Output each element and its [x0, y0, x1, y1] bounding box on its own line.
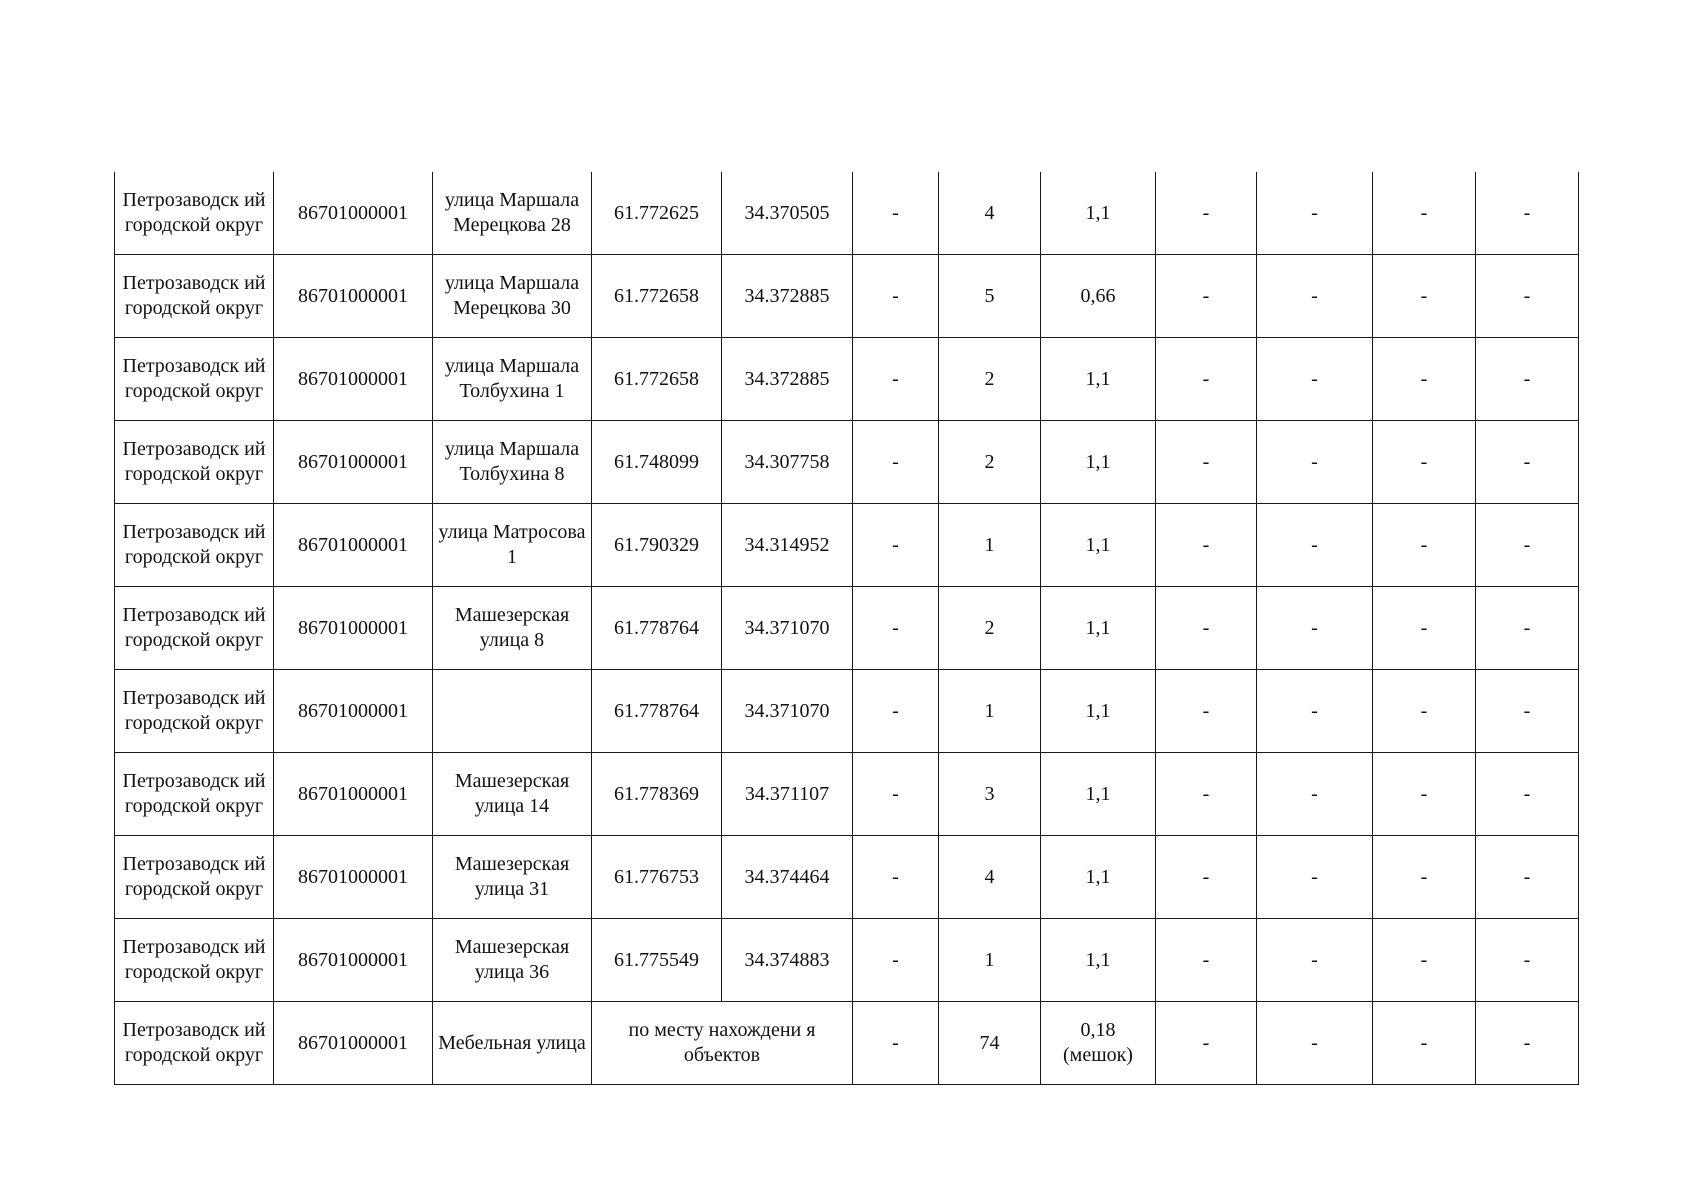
- address-cell: Машезерская улица 14: [433, 753, 592, 836]
- container-count-cell: 4: [939, 836, 1041, 919]
- table-row: [115, 670, 1579, 753]
- column-9-cell: -: [1156, 836, 1257, 919]
- longitude-cell: 34.374464: [722, 836, 853, 919]
- location-cell: по месту нахождени я объектов: [592, 1002, 853, 1085]
- container-volume-cell: 1,1: [1041, 172, 1156, 255]
- district-cell: Петрозаводск ий городской округ: [115, 670, 274, 753]
- column-11-cell: -: [1373, 338, 1476, 421]
- district-cell: Петрозаводск ий городской округ: [115, 587, 274, 670]
- district-cell: Петрозаводск ий городской округ: [115, 504, 274, 587]
- address-cell: [433, 670, 592, 753]
- latitude-cell: 61.778764: [592, 670, 722, 753]
- column-11-cell: -: [1373, 172, 1476, 255]
- longitude-cell: 34.371070: [722, 587, 853, 670]
- oktmo-cell: 86701000001: [274, 421, 433, 504]
- column-10-cell: -: [1257, 753, 1373, 836]
- column-9-cell: -: [1156, 338, 1257, 421]
- table-row: [115, 836, 1579, 919]
- latitude-cell: 61.776753: [592, 836, 722, 919]
- column-6-cell: -: [853, 172, 939, 255]
- container-volume-cell: 1,1: [1041, 753, 1156, 836]
- column-6-cell: -: [853, 255, 939, 338]
- column-6-cell: -: [853, 1002, 939, 1085]
- column-11-cell: -: [1373, 753, 1476, 836]
- column-10-cell: -: [1257, 670, 1373, 753]
- oktmo-cell: 86701000001: [274, 1002, 433, 1085]
- longitude-cell: 34.374883: [722, 919, 853, 1002]
- table-row: [115, 255, 1579, 338]
- column-6-cell: -: [853, 587, 939, 670]
- column-10-cell: -: [1257, 1002, 1373, 1085]
- column-9-cell: -: [1156, 670, 1257, 753]
- address-cell: улица Маршала Мерецкова 30: [433, 255, 592, 338]
- longitude-cell: 34.307758: [722, 421, 853, 504]
- column-11-cell: -: [1373, 504, 1476, 587]
- column-10-cell: -: [1257, 421, 1373, 504]
- column-12-cell: -: [1476, 919, 1579, 1002]
- column-6-cell: -: [853, 753, 939, 836]
- container-volume-cell: 1,1: [1041, 919, 1156, 1002]
- column-9-cell: -: [1156, 587, 1257, 670]
- column-9-cell: -: [1156, 504, 1257, 587]
- container-volume-cell: 0,66: [1041, 255, 1156, 338]
- latitude-cell: 61.748099: [592, 421, 722, 504]
- oktmo-cell: 86701000001: [274, 172, 433, 255]
- table-row: [115, 919, 1579, 1002]
- district-cell: Петрозаводск ий городской округ: [115, 255, 274, 338]
- container-count-cell: 5: [939, 255, 1041, 338]
- district-cell: Петрозаводск ий городской округ: [115, 421, 274, 504]
- column-12-cell: -: [1476, 338, 1579, 421]
- container-volume-cell: 1,1: [1041, 421, 1156, 504]
- column-6-cell: -: [853, 919, 939, 1002]
- column-9-cell: -: [1156, 753, 1257, 836]
- container-count-cell: 2: [939, 338, 1041, 421]
- latitude-cell: 61.778369: [592, 753, 722, 836]
- column-11-cell: -: [1373, 836, 1476, 919]
- column-9-cell: -: [1156, 919, 1257, 1002]
- column-11-cell: -: [1373, 1002, 1476, 1085]
- column-11-cell: -: [1373, 255, 1476, 338]
- container-count-cell: 1: [939, 670, 1041, 753]
- column-6-cell: -: [853, 338, 939, 421]
- table-row: [115, 1002, 1579, 1085]
- district-cell: Петрозаводск ий городской округ: [115, 172, 274, 255]
- address-cell: Машезерская улица 8: [433, 587, 592, 670]
- column-12-cell: -: [1476, 1002, 1579, 1085]
- address-cell: Машезерская улица 36: [433, 919, 592, 1002]
- oktmo-cell: 86701000001: [274, 753, 433, 836]
- address-cell: улица Маршала Толбухина 1: [433, 338, 592, 421]
- district-cell: Петрозаводск ий городской округ: [115, 338, 274, 421]
- container-volume-cell: 0,18 (мешок): [1041, 1002, 1156, 1085]
- column-12-cell: -: [1476, 670, 1579, 753]
- latitude-cell: 61.778764: [592, 587, 722, 670]
- oktmo-cell: 86701000001: [274, 255, 433, 338]
- container-volume-cell: 1,1: [1041, 504, 1156, 587]
- latitude-cell: 61.772658: [592, 338, 722, 421]
- container-count-cell: 1: [939, 919, 1041, 1002]
- oktmo-cell: 86701000001: [274, 670, 433, 753]
- oktmo-cell: 86701000001: [274, 504, 433, 587]
- address-cell: Мебельная улица: [433, 1002, 592, 1085]
- latitude-cell: 61.775549: [592, 919, 722, 1002]
- column-12-cell: -: [1476, 421, 1579, 504]
- container-count-cell: 74: [939, 1002, 1041, 1085]
- table-row: [115, 753, 1579, 836]
- column-6-cell: -: [853, 504, 939, 587]
- container-volume-cell: 1,1: [1041, 670, 1156, 753]
- container-count-cell: 4: [939, 172, 1041, 255]
- longitude-cell: 34.372885: [722, 255, 853, 338]
- address-cell: улица Матросова 1: [433, 504, 592, 587]
- longitude-cell: 34.370505: [722, 172, 853, 255]
- column-10-cell: -: [1257, 587, 1373, 670]
- district-cell: Петрозаводск ий городской округ: [115, 919, 274, 1002]
- column-9-cell: -: [1156, 255, 1257, 338]
- oktmo-cell: 86701000001: [274, 919, 433, 1002]
- column-6-cell: -: [853, 670, 939, 753]
- oktmo-cell: 86701000001: [274, 836, 433, 919]
- table-row: [115, 587, 1579, 670]
- container-volume-cell: 1,1: [1041, 587, 1156, 670]
- column-11-cell: -: [1373, 421, 1476, 504]
- latitude-cell: 61.772658: [592, 255, 722, 338]
- address-cell: Машезерская улица 31: [433, 836, 592, 919]
- container-count-cell: 2: [939, 587, 1041, 670]
- column-12-cell: -: [1476, 255, 1579, 338]
- latitude-cell: 61.790329: [592, 504, 722, 587]
- column-11-cell: -: [1373, 919, 1476, 1002]
- container-count-cell: 2: [939, 421, 1041, 504]
- longitude-cell: 34.371070: [722, 670, 853, 753]
- column-11-cell: -: [1373, 670, 1476, 753]
- district-cell: Петрозаводск ий городской округ: [115, 753, 274, 836]
- column-9-cell: -: [1156, 1002, 1257, 1085]
- container-volume-cell: 1,1: [1041, 836, 1156, 919]
- column-10-cell: -: [1257, 836, 1373, 919]
- column-10-cell: -: [1257, 255, 1373, 338]
- container-sites-table: [114, 172, 1579, 1085]
- column-12-cell: -: [1476, 836, 1579, 919]
- column-10-cell: -: [1257, 504, 1373, 587]
- oktmo-cell: 86701000001: [274, 587, 433, 670]
- container-count-cell: 1: [939, 504, 1041, 587]
- table-row: [115, 421, 1579, 504]
- table-row: [115, 504, 1579, 587]
- address-cell: улица Маршала Толбухина 8: [433, 421, 592, 504]
- column-12-cell: -: [1476, 587, 1579, 670]
- oktmo-cell: 86701000001: [274, 338, 433, 421]
- column-10-cell: -: [1257, 919, 1373, 1002]
- table-row: [115, 338, 1579, 421]
- container-count-cell: 3: [939, 753, 1041, 836]
- container-volume-cell: 1,1: [1041, 338, 1156, 421]
- district-cell: Петрозаводск ий городской округ: [115, 1002, 274, 1085]
- longitude-cell: 34.314952: [722, 504, 853, 587]
- column-9-cell: -: [1156, 172, 1257, 255]
- column-6-cell: -: [853, 836, 939, 919]
- address-cell: улица Маршала Мерецкова 28: [433, 172, 592, 255]
- column-12-cell: -: [1476, 172, 1579, 255]
- column-9-cell: -: [1156, 421, 1257, 504]
- column-10-cell: -: [1257, 338, 1373, 421]
- column-6-cell: -: [853, 421, 939, 504]
- latitude-cell: 61.772625: [592, 172, 722, 255]
- longitude-cell: 34.372885: [722, 338, 853, 421]
- column-12-cell: -: [1476, 753, 1579, 836]
- column-12-cell: -: [1476, 504, 1579, 587]
- table-row: [115, 172, 1579, 255]
- column-11-cell: -: [1373, 587, 1476, 670]
- district-cell: Петрозаводск ий городской округ: [115, 836, 274, 919]
- longitude-cell: 34.371107: [722, 753, 853, 836]
- column-10-cell: -: [1257, 172, 1373, 255]
